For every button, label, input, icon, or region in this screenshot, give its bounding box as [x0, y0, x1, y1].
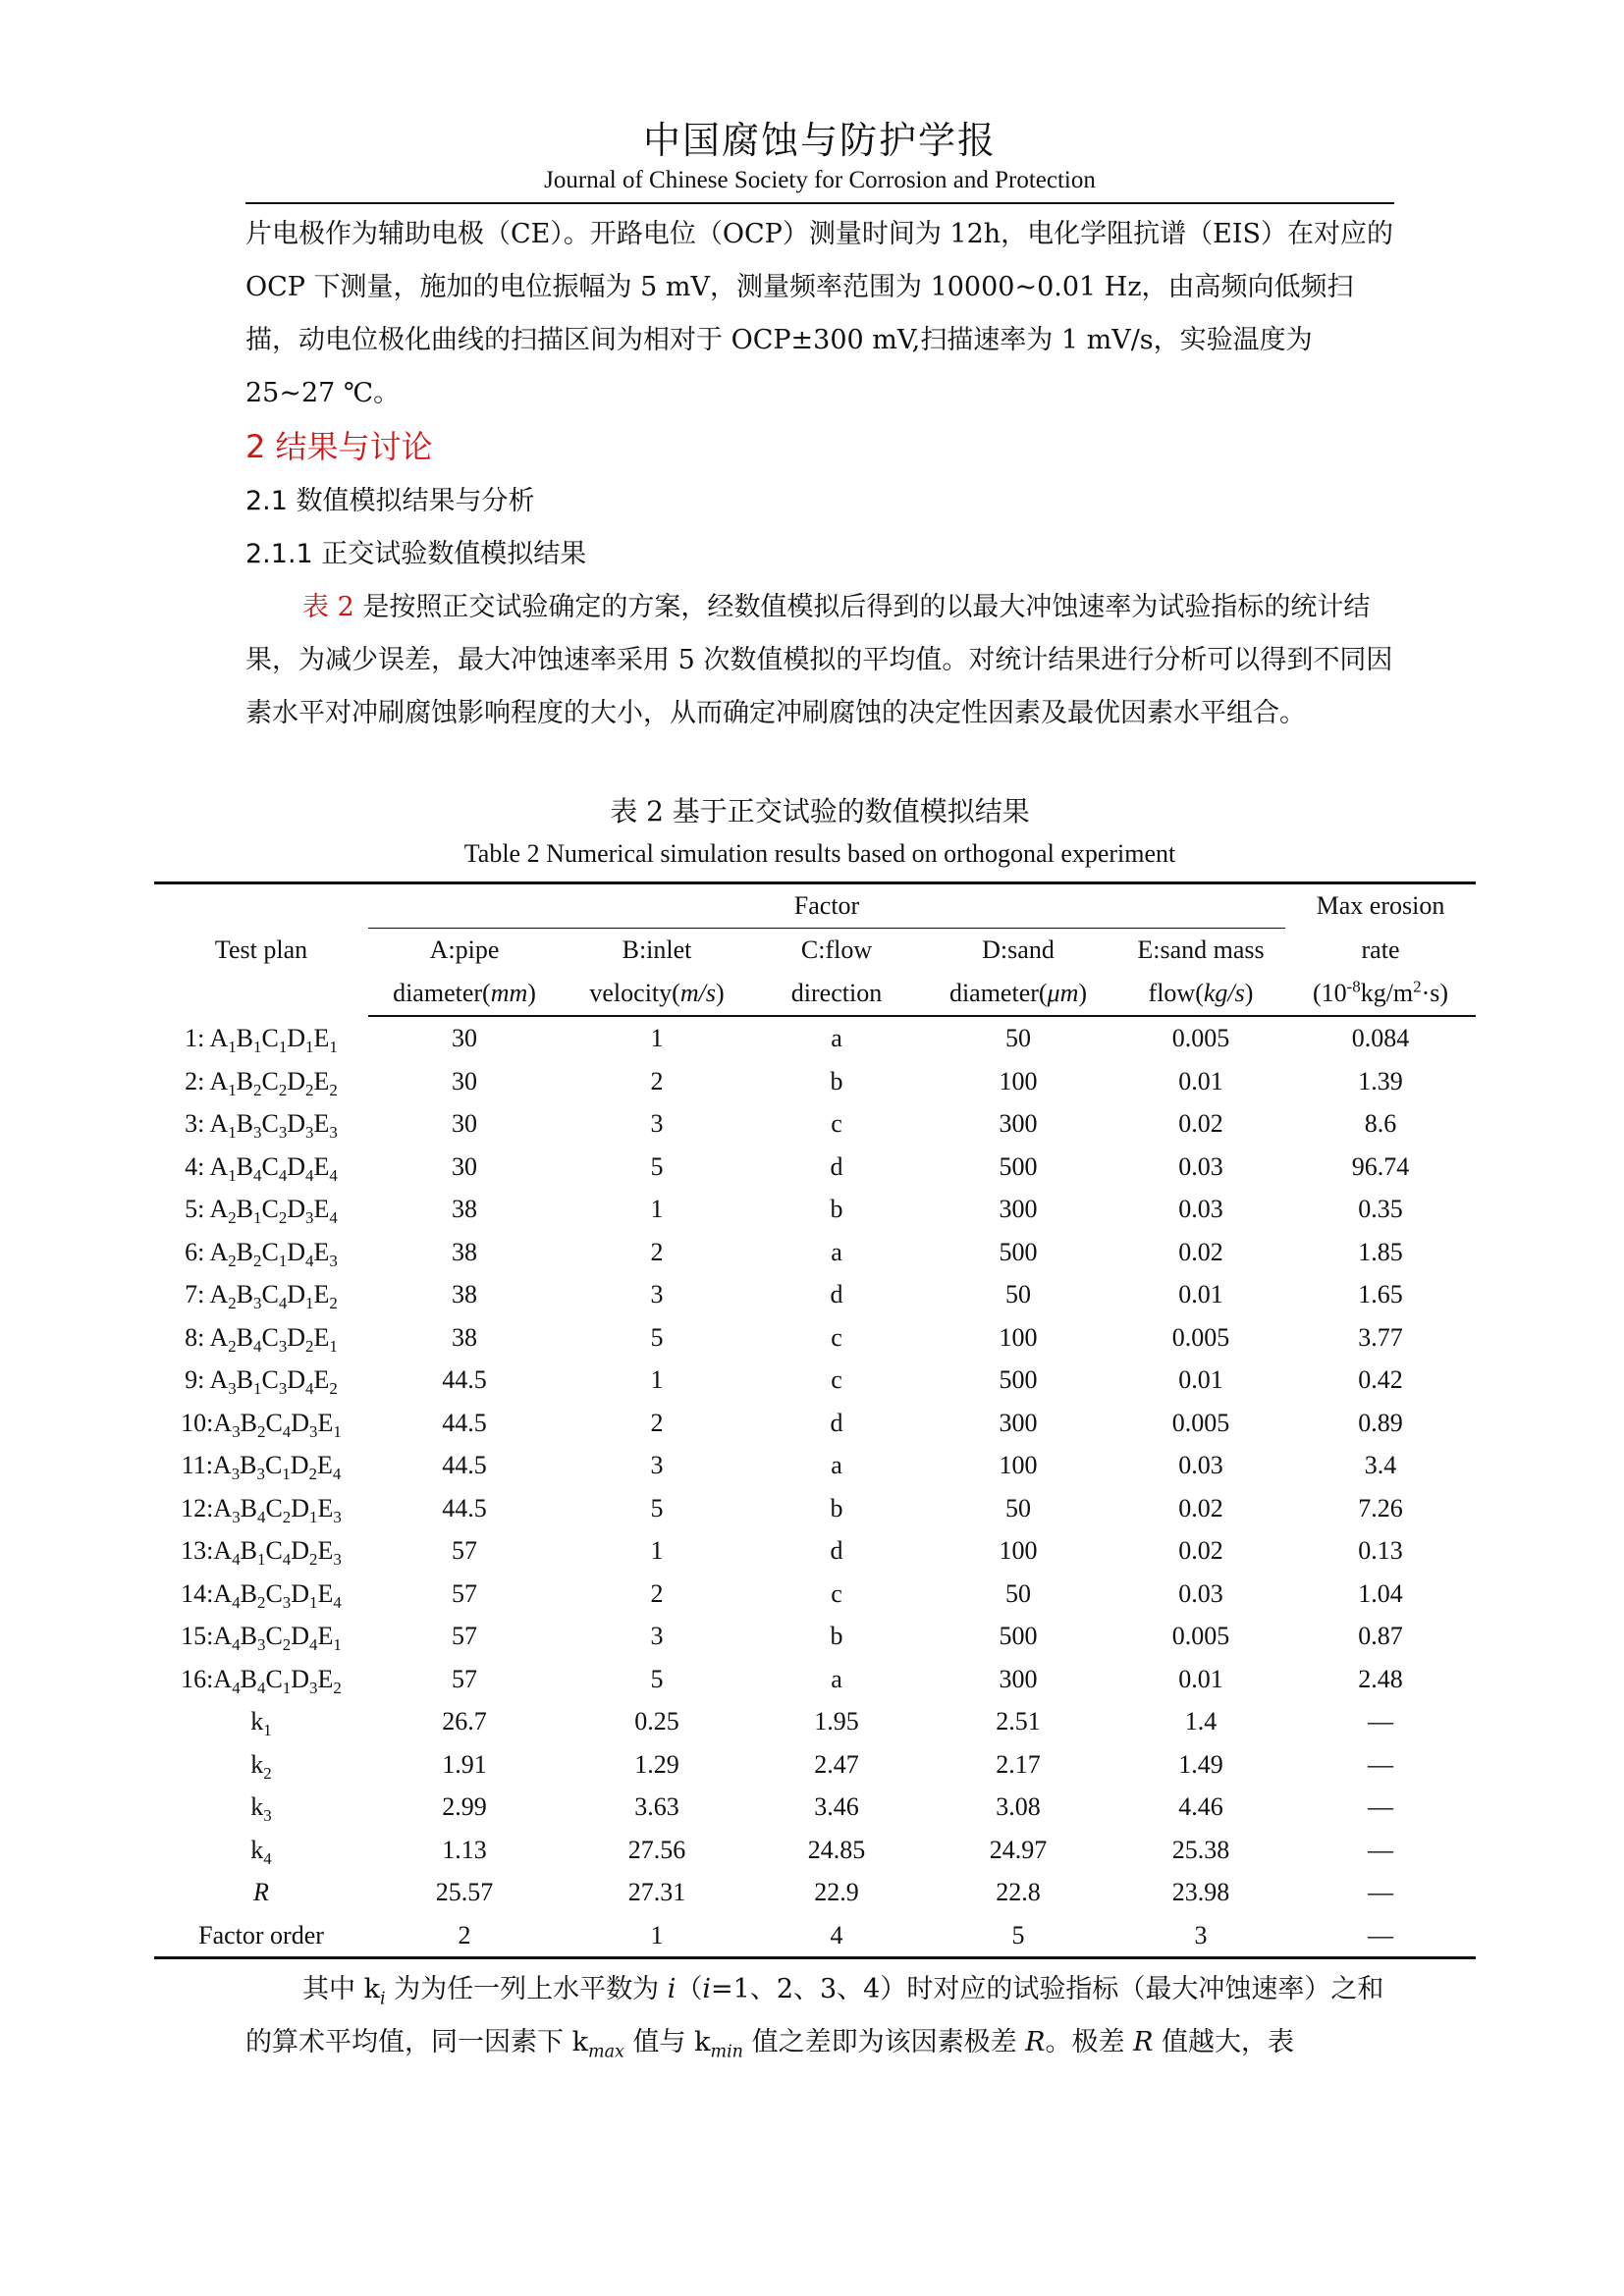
cell-a: 38 — [452, 1195, 477, 1223]
cell-test-plan: 9: $A_3B_1C_3D_4E_2$ — [185, 1365, 338, 1399]
cell-c: 22.9 — [814, 1878, 859, 1906]
cell-d: 2.17 — [996, 1749, 1041, 1779]
cell-b: 2 — [650, 1408, 664, 1437]
cell-rate: — — [1285, 1914, 1476, 1958]
cell-b: 3 — [650, 1109, 664, 1138]
cell-e: 0.03 — [1178, 1451, 1223, 1479]
header-e-line2: flow(kg/s) — [1116, 972, 1285, 1016]
cell-d: 50 — [1005, 1024, 1031, 1052]
cell-c: a — [831, 1237, 842, 1266]
cell-e: 0.02 — [1178, 1493, 1223, 1522]
cell-c: d — [830, 1280, 843, 1308]
cell-stat-label: $k_2$ — [250, 1749, 272, 1783]
cell-e: 0.005 — [1171, 1622, 1230, 1650]
cell-c: b — [830, 1066, 843, 1095]
cell-test-plan: 5: $A_2B_1C_2D_3E_4$ — [185, 1195, 338, 1228]
cell-b: 5 — [650, 1151, 664, 1181]
header-e-line1: E:sand mass — [1137, 935, 1265, 964]
cell-rate: — — [1368, 1878, 1393, 1906]
cell-c: a — [831, 1451, 842, 1479]
cell-a: 57 — [452, 1578, 477, 1608]
cell-c: b — [830, 1622, 843, 1650]
cell-c: c — [831, 1578, 842, 1608]
cell-b: 1 — [650, 1024, 664, 1052]
section-heading-2-1: 2.1 数值模拟结果与分析 — [245, 486, 535, 516]
cell-d: 2.51 — [996, 1707, 1041, 1735]
cell-e: 3 — [1116, 1914, 1285, 1958]
header-test-plan: Test plan — [154, 883, 368, 1017]
cell-test-plan: 3: $A_1B_3C_3D_3E_3$ — [185, 1109, 338, 1143]
cell-b: 1 — [650, 1365, 664, 1394]
header-c-line1: C:flow — [800, 935, 873, 964]
header-c-line2: direction — [753, 972, 920, 1016]
cell-test-plan: $12:A_3B_4C_2D_1E_3$ — [181, 1493, 342, 1526]
cell-rate: 1.39 — [1358, 1066, 1403, 1095]
cell-stat-label: $k_1$ — [250, 1707, 272, 1740]
cell-d: 22.8 — [996, 1878, 1041, 1906]
paragraph-range-analysis: 其中 $k_i$ 为为任一列上水平数为 i（i=1、2、3、4）时对应的试验指标（最大冲蚀速率）之和的算术平均值，同一因素下 $k_{max}$ 值与 $k_{min}$ 值之差即为该因素极差 R。极差 R 值越大，表 — [245, 1974, 1384, 2062]
cell-b: 3 — [650, 1280, 664, 1308]
cell-b: 27.31 — [627, 1878, 686, 1906]
cell-rate: — — [1368, 1749, 1393, 1779]
cell-rate: 1.85 — [1358, 1237, 1403, 1266]
header-b-line2: velocity(m/s) — [561, 972, 753, 1016]
table-row — [154, 1359, 1476, 1402]
paragraph-results-text: 是按照正交试验确定的方案，经数值模拟后得到的以最大冲蚀速率为试验指标的统计结果，为减少误差，最大冲蚀速率采用 5 次数值模拟的平均值。对统计结果进行分析可以得到不同因素水平对冲刷腐蚀影响程度的大小，从而确定冲刷腐蚀的决定性因素及最优因素水平组合。 — [245, 592, 1393, 728]
cell-c: a — [831, 1024, 842, 1052]
cell-d: 50 — [1005, 1493, 1031, 1522]
cell-e: 0.005 — [1171, 1024, 1230, 1052]
cell-e: 25.38 — [1171, 1835, 1230, 1864]
section-heading-2: 2 结果与讨论 — [245, 428, 433, 465]
cell-rate: — — [1368, 1835, 1393, 1864]
cell-b: 27.56 — [627, 1835, 686, 1864]
cell-test-plan: $10:A_3B_2C_4D_3E_1$ — [181, 1408, 342, 1441]
cell-e: 4.46 — [1178, 1792, 1223, 1821]
header-rate: rate — [1361, 934, 1400, 964]
table-row — [154, 1615, 1476, 1658]
cell-c: d — [830, 1151, 843, 1181]
cell-stat-label: R — [253, 1878, 269, 1906]
cell-c: 4 — [753, 1914, 920, 1958]
cell-d: 50 — [1005, 1578, 1031, 1608]
cell-b: 5 — [650, 1493, 664, 1522]
table-caption-en: Table 2 Numerical simulation results based on orthogonal experiment — [463, 839, 1176, 868]
cell-d: 100 — [999, 1322, 1038, 1352]
cell-c: d — [830, 1536, 843, 1565]
results-table-body — [154, 1016, 1476, 1958]
cell-c: c — [831, 1322, 842, 1352]
header-rate-unit: $(10^{-8}kg/m^2\cdot s)$ — [1285, 972, 1476, 1016]
header-max-erosion: Max erosion — [1285, 883, 1476, 929]
table-row-stat — [154, 1743, 1476, 1787]
cell-d: 100 — [999, 1066, 1038, 1095]
cell-a: 25.57 — [435, 1878, 494, 1906]
cell-a: 2 — [368, 1914, 561, 1958]
cell-test-plan: $11:A_3B_3C_1D_2E_4$ — [181, 1451, 342, 1484]
cell-e: 0.02 — [1178, 1109, 1223, 1138]
cell-c: 2.47 — [814, 1749, 859, 1779]
cell-test-plan: $13:A_4B_1C_4D_2E_3$ — [181, 1536, 342, 1570]
cell-rate: 1.65 — [1358, 1280, 1403, 1308]
header-b-line1: B:inlet — [622, 935, 692, 964]
cell-c: a — [831, 1664, 842, 1693]
table-reference-link[interactable]: 表 2 — [302, 592, 354, 622]
cell-d: 500 — [999, 1622, 1038, 1650]
cell-b: 1 — [650, 1195, 664, 1223]
cell-b: 1 — [561, 1914, 753, 1958]
cell-a: 44.5 — [442, 1493, 487, 1522]
cell-stat-label: $k_3$ — [250, 1792, 272, 1826]
cell-d: 500 — [999, 1151, 1038, 1181]
cell-a: 38 — [452, 1280, 477, 1308]
cell-e: 1.4 — [1184, 1707, 1218, 1735]
cell-d: 300 — [999, 1195, 1038, 1223]
cell-rate: 7.26 — [1358, 1493, 1403, 1522]
cell-a: 57 — [452, 1536, 477, 1565]
cell-e: 0.03 — [1178, 1195, 1223, 1223]
cell-rate: 0.13 — [1358, 1536, 1403, 1565]
cell-rate: — — [1368, 1707, 1393, 1735]
cell-b: 3 — [650, 1451, 664, 1479]
cell-a: 1.91 — [442, 1749, 487, 1779]
cell-d: 5 — [920, 1914, 1116, 1958]
cell-e: 0.03 — [1178, 1151, 1223, 1181]
table-row — [154, 1402, 1476, 1445]
cell-rate: 96.74 — [1351, 1151, 1410, 1181]
table-row — [154, 1487, 1476, 1530]
table-row — [154, 1658, 1476, 1701]
cell-a: 38 — [452, 1237, 477, 1266]
cell-d: 500 — [999, 1365, 1038, 1394]
cell-b: 1 — [650, 1536, 664, 1565]
cell-a: 30 — [452, 1066, 477, 1095]
cell-test-plan: 4: $A_1B_4C_4D_4E_4$ — [185, 1151, 338, 1185]
cell-d: 50 — [1005, 1280, 1031, 1308]
cell-e: 0.005 — [1171, 1322, 1230, 1352]
table-row — [154, 1016, 1476, 1060]
cell-test-plan: 1: $A_1B_1C_1D_1E_1$ — [185, 1023, 338, 1056]
section-heading-2-1-1: 2.1.1 正交试验数值模拟结果 — [245, 539, 587, 569]
cell-e: 0.01 — [1178, 1664, 1223, 1693]
cell-b: 0.25 — [634, 1707, 679, 1735]
cell-c: c — [831, 1109, 842, 1138]
cell-a: 2.99 — [442, 1792, 487, 1821]
table-row-stat — [154, 1786, 1476, 1829]
header-d-line2: diameter(μm) — [920, 972, 1116, 1016]
cell-test-plan: $16:A_4B_4C_1D_3E_2$ — [181, 1664, 342, 1697]
cell-d: 100 — [999, 1451, 1038, 1479]
cell-test-plan: 6: $A_2B_2C_1D_4E_3$ — [185, 1237, 338, 1270]
cell-rate: 2.48 — [1358, 1664, 1403, 1693]
header-a-line2: diameter(mm) — [368, 972, 561, 1016]
cell-test-plan: $14:A_4B_2C_3D_1E_4$ — [181, 1578, 342, 1612]
cell-c: d — [830, 1408, 843, 1437]
paragraph-methods: 片电极作为辅助电极（CE）。开路电位（OCP）测量时间为 12h，电化学阻抗谱（EIS）在对应的 OCP 下测量，施加的电位振幅为 5 mV，测量频率范围为 10000~0.01 Hz，由高频向低频扫描，动电位极化曲线的扫描区间为相对于 OCP±300 mV,扫描速率为 1 mV/s，实验温度为 25~27 ℃。 — [245, 219, 1394, 408]
cell-e: 0.02 — [1178, 1237, 1223, 1266]
cell-test-plan: $15:A_4B_3C_2D_4E_1$ — [181, 1622, 342, 1655]
table-row — [154, 1060, 1476, 1103]
cell-test-plan: 2: $A_1B_2C_2D_2E_2$ — [185, 1066, 338, 1099]
cell-b: 5 — [650, 1664, 664, 1693]
cell-b: 3.63 — [634, 1792, 679, 1821]
cell-b: 2 — [650, 1066, 664, 1095]
cell-c: 24.85 — [807, 1835, 866, 1864]
cell-e: 1.49 — [1178, 1749, 1223, 1779]
header-factor: Factor — [368, 883, 1285, 929]
table-row — [154, 1146, 1476, 1189]
cell-a: 30 — [452, 1109, 477, 1138]
cell-e: 23.98 — [1171, 1878, 1230, 1906]
table-row — [154, 1573, 1476, 1616]
cell-e: 0.03 — [1178, 1578, 1223, 1608]
cell-d: 300 — [999, 1408, 1038, 1437]
cell-stat-label: Factor order — [154, 1914, 368, 1958]
cell-b: 2 — [650, 1578, 664, 1608]
cell-rate: 0.42 — [1358, 1365, 1403, 1394]
table-row-stat — [154, 1871, 1476, 1914]
table-row — [154, 1444, 1476, 1487]
table-row — [154, 1316, 1476, 1360]
cell-b: 3 — [650, 1622, 664, 1650]
cell-a: 44.5 — [442, 1451, 487, 1479]
table-row-stat — [154, 1700, 1476, 1743]
cell-c: 1.95 — [814, 1707, 859, 1735]
cell-c: b — [830, 1195, 843, 1223]
table-caption-cn: 表 2 基于正交试验的数值模拟结果 — [610, 795, 1030, 828]
cell-d: 24.97 — [989, 1835, 1048, 1864]
cell-a: 57 — [452, 1664, 477, 1693]
cell-e: 0.01 — [1178, 1365, 1223, 1394]
cell-d: 300 — [999, 1664, 1038, 1693]
table-row — [154, 1231, 1476, 1274]
table-row-stat — [154, 1829, 1476, 1872]
cell-e: 0.02 — [1178, 1536, 1223, 1565]
cell-test-plan: 7: $A_2B_3C_4D_1E_2$ — [185, 1280, 338, 1313]
cell-d: 300 — [999, 1109, 1038, 1138]
journal-header — [245, 116, 1394, 196]
cell-rate: 8.6 — [1364, 1109, 1397, 1138]
cell-rate: 0.084 — [1351, 1024, 1410, 1052]
cell-rate: — — [1368, 1792, 1393, 1821]
header-divider — [245, 202, 1394, 204]
journal-title-cn: 中国腐蚀与防护学报 — [642, 119, 997, 162]
cell-d: 100 — [999, 1536, 1038, 1565]
cell-b: 1.29 — [634, 1749, 679, 1779]
table-row-stat — [154, 1914, 1476, 1958]
table-row — [154, 1188, 1476, 1231]
cell-a: 26.7 — [442, 1707, 487, 1735]
cell-rate: 0.87 — [1358, 1622, 1403, 1650]
table-row — [154, 1273, 1476, 1316]
cell-a: 57 — [452, 1622, 477, 1650]
cell-a: 38 — [452, 1322, 477, 1352]
cell-e: 0.01 — [1178, 1066, 1223, 1095]
journal-title-en: Journal of Chinese Society for Corrosion and Protection — [544, 167, 1096, 193]
cell-rate: 0.89 — [1358, 1408, 1403, 1437]
header-d-line1: D:sand — [982, 935, 1055, 964]
cell-a: 30 — [452, 1024, 477, 1052]
cell-test-plan: 8: $A_2B_4C_3D_2E_1$ — [185, 1322, 338, 1356]
cell-e: 0.005 — [1171, 1408, 1230, 1437]
cell-a: 30 — [452, 1151, 477, 1181]
cell-c: b — [830, 1493, 843, 1522]
cell-c: 3.46 — [814, 1792, 859, 1821]
cell-rate: 3.4 — [1364, 1451, 1397, 1479]
cell-a: 1.13 — [442, 1835, 487, 1864]
cell-b: 5 — [650, 1322, 664, 1352]
cell-d: 500 — [999, 1237, 1038, 1266]
cell-rate: 3.77 — [1358, 1322, 1403, 1352]
paragraph-results — [245, 581, 1394, 740]
table-row — [154, 1529, 1476, 1573]
results-table — [154, 881, 1476, 1959]
cell-a: 44.5 — [442, 1365, 487, 1394]
cell-c: c — [831, 1365, 842, 1394]
table-row — [154, 1102, 1476, 1146]
cell-stat-label: $k_4$ — [250, 1835, 272, 1868]
cell-rate: 1.04 — [1358, 1578, 1403, 1608]
cell-rate: 0.35 — [1358, 1195, 1403, 1223]
cell-d: 3.08 — [996, 1792, 1041, 1821]
header-a-line1: A:pipe — [429, 935, 500, 964]
cell-a: 44.5 — [442, 1408, 487, 1437]
cell-b: 2 — [650, 1237, 664, 1266]
cell-e: 0.01 — [1178, 1280, 1223, 1308]
